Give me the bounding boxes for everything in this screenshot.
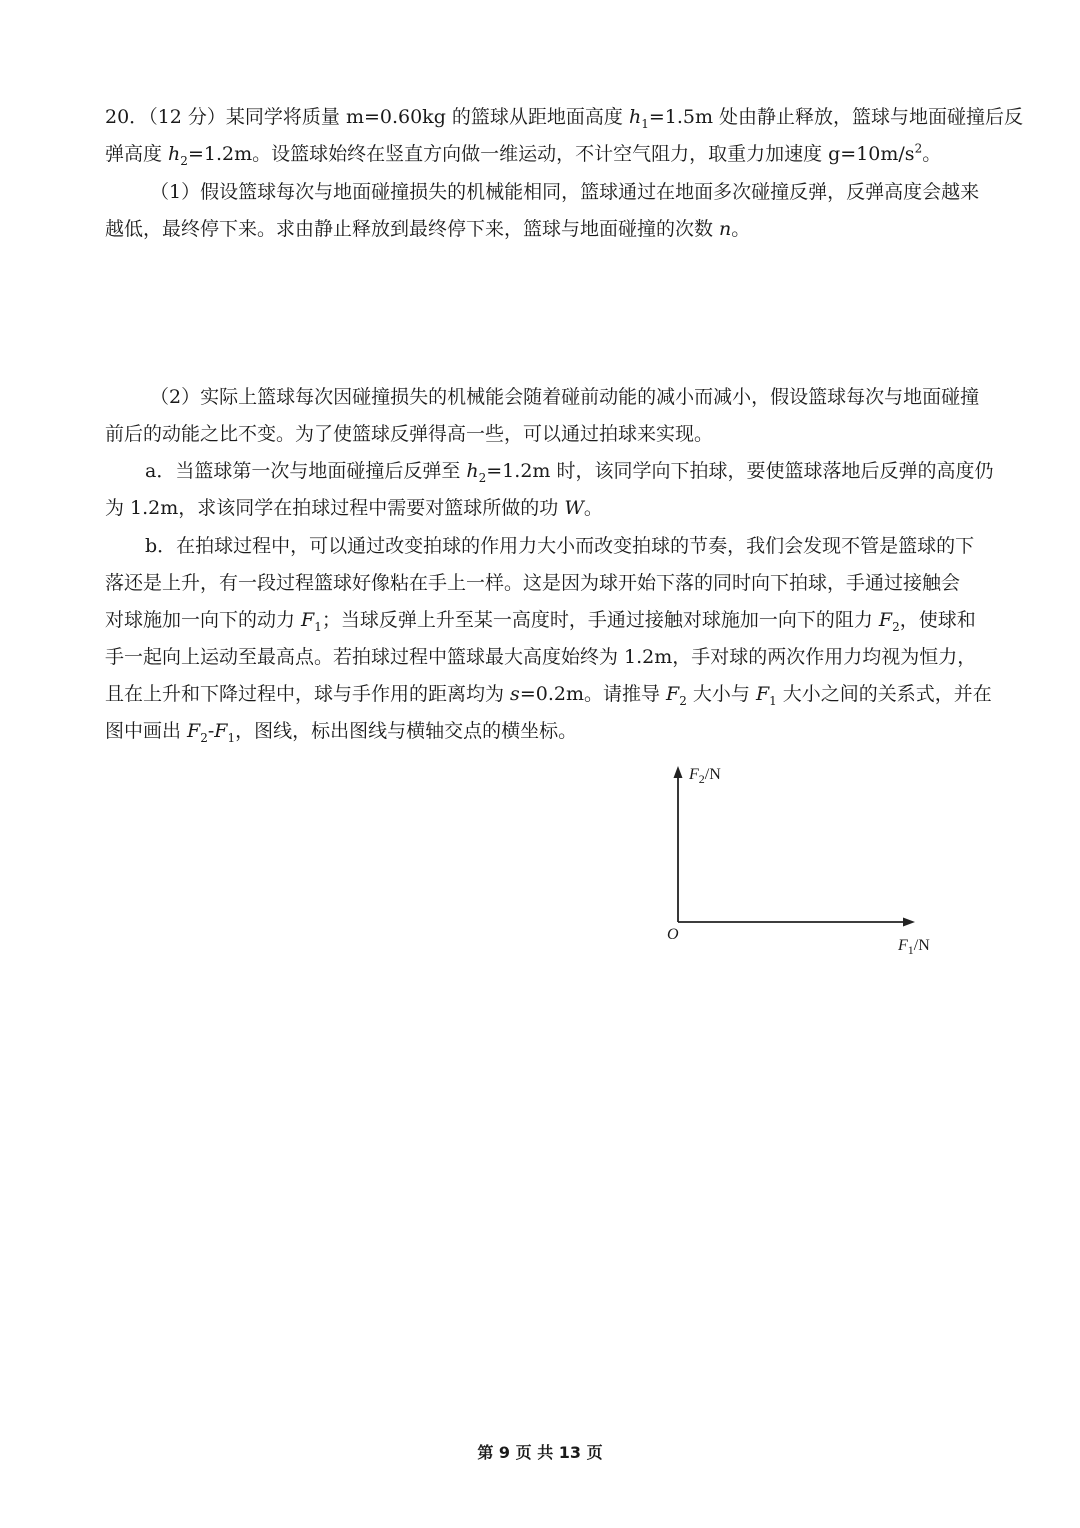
question-stem-line-1: 20．（12 分）某同学将质量 m=0.60kg 的篮球从距地面高度 $h_1=1.5m$ 处由静止释放，篮球与地面碰撞后反 <box>105 106 1024 131</box>
origin-label: O <box>667 926 679 943</box>
part-a-line-1: a．当篮球第一次与地面碰撞后反弹至 $h_2=1.2m$ 时，该同学向下拍球，要使篮球落地后反弹的高度仍 <box>145 460 994 485</box>
part1-line-1: （1）假设篮球每次与地面碰撞损失的机械能相同，篮球通过在地面多次碰撞反弹，反弹高度会越来 <box>150 181 980 203</box>
part-b-line-5: 且在上升和下降过程中，球与手作用的距离均为 s=0.2m。请推导 $F_2$ 大小与 $F_1$ 大小之间的关系式，并在 <box>105 683 992 708</box>
question-score: （12 分） <box>148 106 226 128</box>
part2-line-2: 前后的动能之比不变。为了使篮球反弹得高一些，可以通过拍球来实现。 <box>105 423 714 445</box>
part-a-line-2: 为 1.2m，求该同学在拍球过程中需要对篮球所做的功 W。 <box>105 497 603 519</box>
part-b-line-4: 手一起向上运动至最高点。若拍球过程中篮球最大高度始终为 1.2m，手对球的两次作用力均视为恒力， <box>105 646 977 668</box>
x-axis-label: $F_1/N$ <box>898 937 930 958</box>
f2-f1-graph <box>655 760 955 960</box>
part2-line-1: （2）实际上篮球每次因碰撞损失的机械能会随着碰前动能的减小而减小，假设篮球每次与地面碰撞 <box>150 386 980 408</box>
part-b-line-1: b．在拍球过程中，可以通过改变拍球的作用力大小而改变拍球的节奏，我们会发现不管是篮球的下 <box>145 535 975 557</box>
page-footer: 第 9 页 共 13 页 <box>477 1443 603 1462</box>
question-stem-line-2: 弹高度 $h_2=1.2m$。设篮球始终在竖直方向做一维运动，不计空气阻力，取重力加速度 $g=10m/s^2$。 <box>105 141 942 168</box>
part1-line-2: 越低，最终停下来。求由静止释放到最终停下来，篮球与地面碰撞的次数 n。 <box>105 218 751 240</box>
x-axis-arrow <box>903 918 915 927</box>
y-axis-label: $F_2/N$ <box>689 766 721 787</box>
axes-svg <box>655 760 955 960</box>
question-number: 20． <box>105 106 149 128</box>
part-b-line-2: 落还是上升，有一段过程篮球好像粘在手上一样。这是因为球开始下落的同时向下拍球，手通过接触会 <box>105 572 961 594</box>
part-b-line-6: 图中画出 $F_2-F_1$，图线，标出图线与横轴交点的横坐标。 <box>105 720 578 745</box>
y-axis-arrow <box>674 766 683 778</box>
part-b-line-3: 对球施加一向下的动力 $F_1$；当球反弹上升至某一高度时，手通过接触对球施加一向下的阻力 $F_2$，使球和 <box>105 609 976 634</box>
